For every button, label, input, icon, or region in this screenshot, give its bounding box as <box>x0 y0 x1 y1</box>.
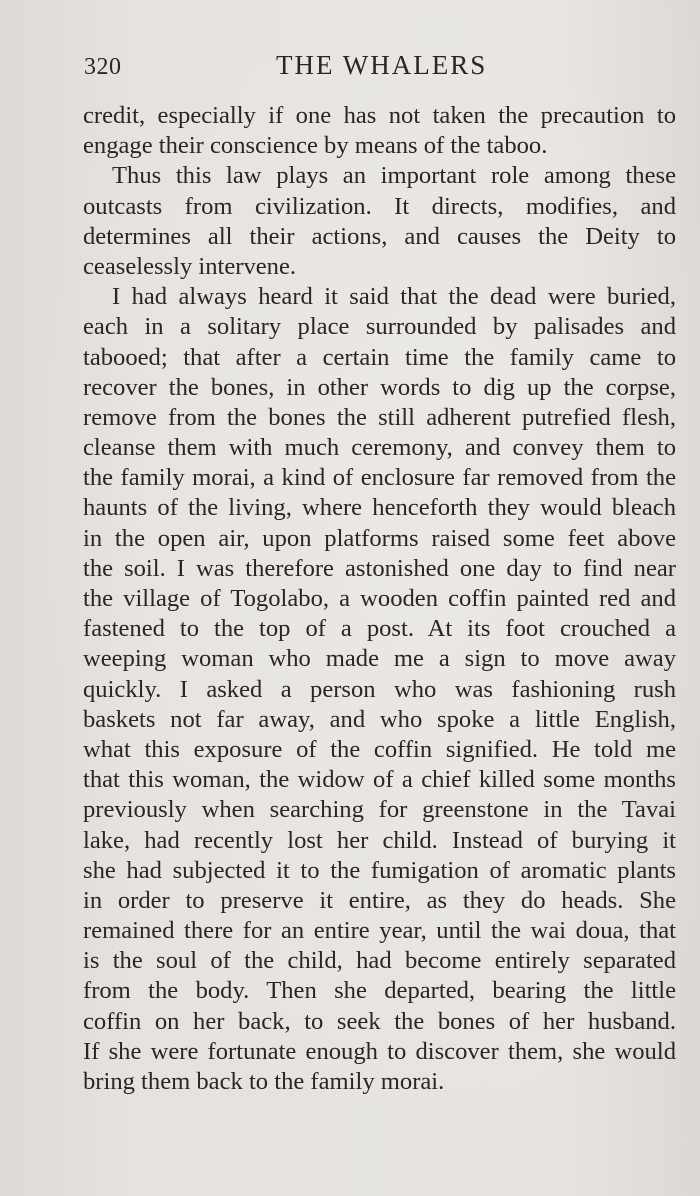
text-line: tabooed; that after a certain time the family came to <box>83 343 676 371</box>
text-line: from the body. Then she departed, bearing the little <box>83 977 676 1005</box>
text-line: I had always heard it said that the dead were buried, <box>112 283 676 311</box>
text-line: what this exposure of the coffin signified. He told me <box>83 735 676 763</box>
text-line: determines all their actions, and causes the Deity to <box>83 222 676 250</box>
text-line: Thus this law plays an important role among these <box>112 162 676 190</box>
text-line: If she were fortunate enough to discover them, she would <box>83 1037 676 1065</box>
text-line: credit, especially if one has not taken the precaution to <box>83 102 676 129</box>
text-line: recover the bones, in other words to dig up the corpse, <box>83 373 676 401</box>
text-line: the soil. I was therefore astonished one day to find near <box>83 554 676 582</box>
text-line: that this woman, the widow of a chief killed some months <box>83 766 676 794</box>
text-line: remained there for an entire year, until the wai doua, that <box>83 917 676 945</box>
text-line: weeping woman who made me a sign to move away <box>83 645 676 673</box>
text-line: in order to preserve it entire, as they do heads. She <box>83 886 676 914</box>
text-line: engage their conscience by means of the taboo. <box>83 132 548 160</box>
text-line: she had subjected it to the fumigation of aromatic plants <box>83 856 676 884</box>
text-line: ceaselessly intervene. <box>83 252 297 280</box>
running-title: THE WHALERS <box>276 50 488 80</box>
page-number: 320 <box>84 54 122 80</box>
text-line: the family morai, a kind of enclosure far removed from the <box>83 464 676 492</box>
text-line: haunts of the living, where henceforth they would bleach <box>83 494 676 522</box>
text-line: the village of Togolabo, a wooden coffin painted red and <box>83 585 676 612</box>
text-line: each in a solitary place surrounded by palisades and <box>83 313 676 341</box>
page-header <box>84 50 674 86</box>
body-text <box>83 101 676 1097</box>
text-line: lake, had recently lost her child. Instead of burying it <box>83 826 676 854</box>
text-line: fastened to the top of a post. At its foot crouched a <box>83 615 676 643</box>
text-line: previously when searching for greenstone in the Tavai <box>83 796 676 824</box>
text-line: in the open air, upon platforms raised some feet above <box>83 524 676 552</box>
text-line: cleanse them with much ceremony, and convey them to <box>83 434 676 462</box>
text-line: quickly. I asked a person who was fashioning rush <box>83 675 676 703</box>
text-line: remove from the bones the still adherent putrefied flesh, <box>83 403 676 431</box>
text-line: is the soul of the child, had become entirely separated <box>83 947 676 975</box>
text-line: outcasts from civilization. It directs, modifies, and <box>83 192 676 220</box>
text-line: baskets not far away, and who spoke a little English, <box>83 705 676 733</box>
text-line: coffin on her back, to seek the bones of her husband. <box>83 1007 676 1035</box>
text-line: bring them back to the family morai. <box>83 1068 445 1095</box>
